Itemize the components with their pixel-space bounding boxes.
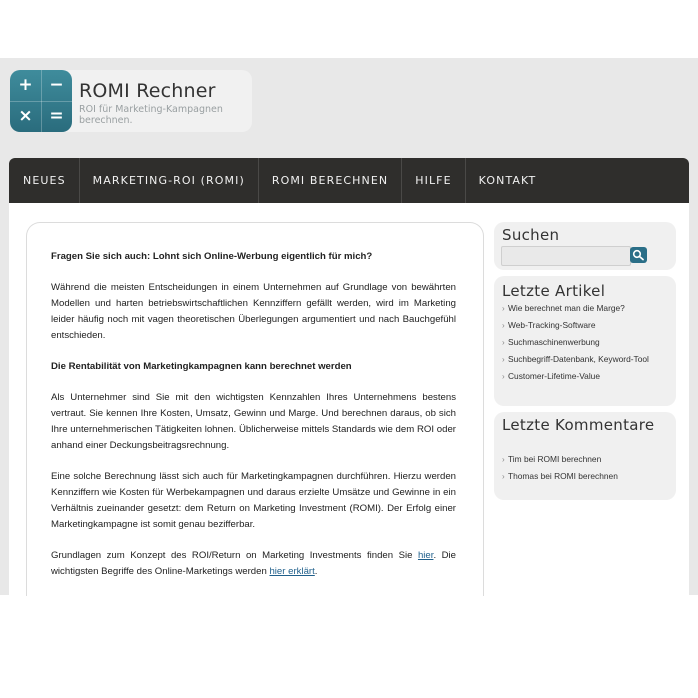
list-item[interactable]: › Tim bei ROMI berechnen <box>502 455 672 464</box>
search-widget-title: Suchen <box>502 226 560 244</box>
search-icon <box>632 249 645 261</box>
paragraph-text: Grundlagen zum Konzept des ROI/Return on Marketing Investments finden Sie <box>51 550 418 561</box>
list-item[interactable]: › Wie berechnet man die Marge? <box>502 304 672 313</box>
paragraph-text: . Die wichtigsten Begriffe des Online-Marketings werden <box>51 550 456 577</box>
article-paragraph: Während die meisten Entscheidungen in einem Unternehmen auf Grundlage von bewährten Modellen und harten betriebswirtschaftlichen Kennziffern gefällt werden, wird im Marketing leider häufig noch mit vagen theoretischen Überlegungen argumentiert und nach Bauchgefühl entschieden. <box>51 282 456 341</box>
nav-item-neues[interactable]: NEUES <box>9 158 80 203</box>
link-begriffe[interactable]: hier erklärt <box>269 566 315 577</box>
latest-articles-title: Letzte Artikel <box>502 282 606 300</box>
list-item[interactable]: › Suchmaschinenwerbung <box>502 338 672 347</box>
list-item[interactable]: › Customer-Lifetime-Value <box>502 372 672 381</box>
article-card <box>26 222 484 596</box>
latest-articles-list <box>502 304 672 389</box>
latest-comments-widget <box>494 412 676 500</box>
article-paragraph-links <box>51 548 456 580</box>
main-navigation <box>9 158 689 203</box>
latest-comments-list <box>502 455 672 489</box>
article-subheading: Die Rentabilität von Marketingkampagnen kann berechnet werden <box>51 361 352 372</box>
search-button[interactable] <box>630 247 647 263</box>
nav-item-kontakt[interactable]: KONTAKT <box>478 174 537 187</box>
list-item[interactable]: › Suchbegriff-Datenbank, Keyword-Tool <box>502 355 672 364</box>
list-item[interactable]: › Thomas bei ROMI berechnen <box>502 472 672 481</box>
calculator-logo-icon[interactable] <box>10 70 72 132</box>
article-paragraph: Als Unternehmer sind Sie mit den wichtigsten Kennzahlen Ihres Unternehmens bestens vertraut. Sie kennen Ihre Kosten, Umsatz, Gewinn und Marge. Und berechnen daraus, ob sich Ihre unternehmerischen Tätigkeiten lohnen. Üblicherweise mittels Standards wie dem ROI oder anhand einer Deckungsbeitragsrechnung. <box>51 392 456 451</box>
search-input[interactable] <box>501 246 631 266</box>
nav-item-romi-berechnen[interactable]: ROMI BERECHNEN <box>259 158 402 203</box>
minus-icon: − <box>49 75 64 95</box>
list-item[interactable]: › Web-Tracking-Software <box>502 321 672 330</box>
paragraph-text: . <box>314 566 318 577</box>
article-heading: Fragen Sie sich auch: Lohnt sich Online-Werbung eigentlich für mich? <box>51 251 373 262</box>
equals-icon: = <box>49 106 64 126</box>
link-grundlagen[interactable]: hier <box>417 550 434 561</box>
site-tagline: ROI für Marketing-Kampagnen berechnen. <box>79 104 223 126</box>
nav-item-hilfe[interactable]: HILFE <box>402 158 465 203</box>
latest-comments-title: Letzte Kommentare <box>502 416 655 434</box>
site-title[interactable]: ROMI Rechner <box>79 80 216 102</box>
plus-icon: + <box>18 75 33 95</box>
article-paragraph: Eine solche Berechnung lässt sich auch für Marketingkampagnen durchführen. Hierzu werden Kennziffern wie Kosten für Werbekampagnen und daraus erzielte Umsätze und Gewinne in ein Verhältnis zueinander gesetzt: dem Return on Marketing Investment (ROMI). Der Erfolg einer Marketingkampagne ist somit genau bezifferbar. <box>51 471 456 530</box>
nav-item-marketing-roi[interactable]: MARKETING-ROI (ROMI) <box>80 158 259 203</box>
latest-articles-widget <box>494 276 676 406</box>
search-widget <box>494 222 676 270</box>
article-body <box>51 249 456 595</box>
multiply-icon: × <box>18 106 33 126</box>
